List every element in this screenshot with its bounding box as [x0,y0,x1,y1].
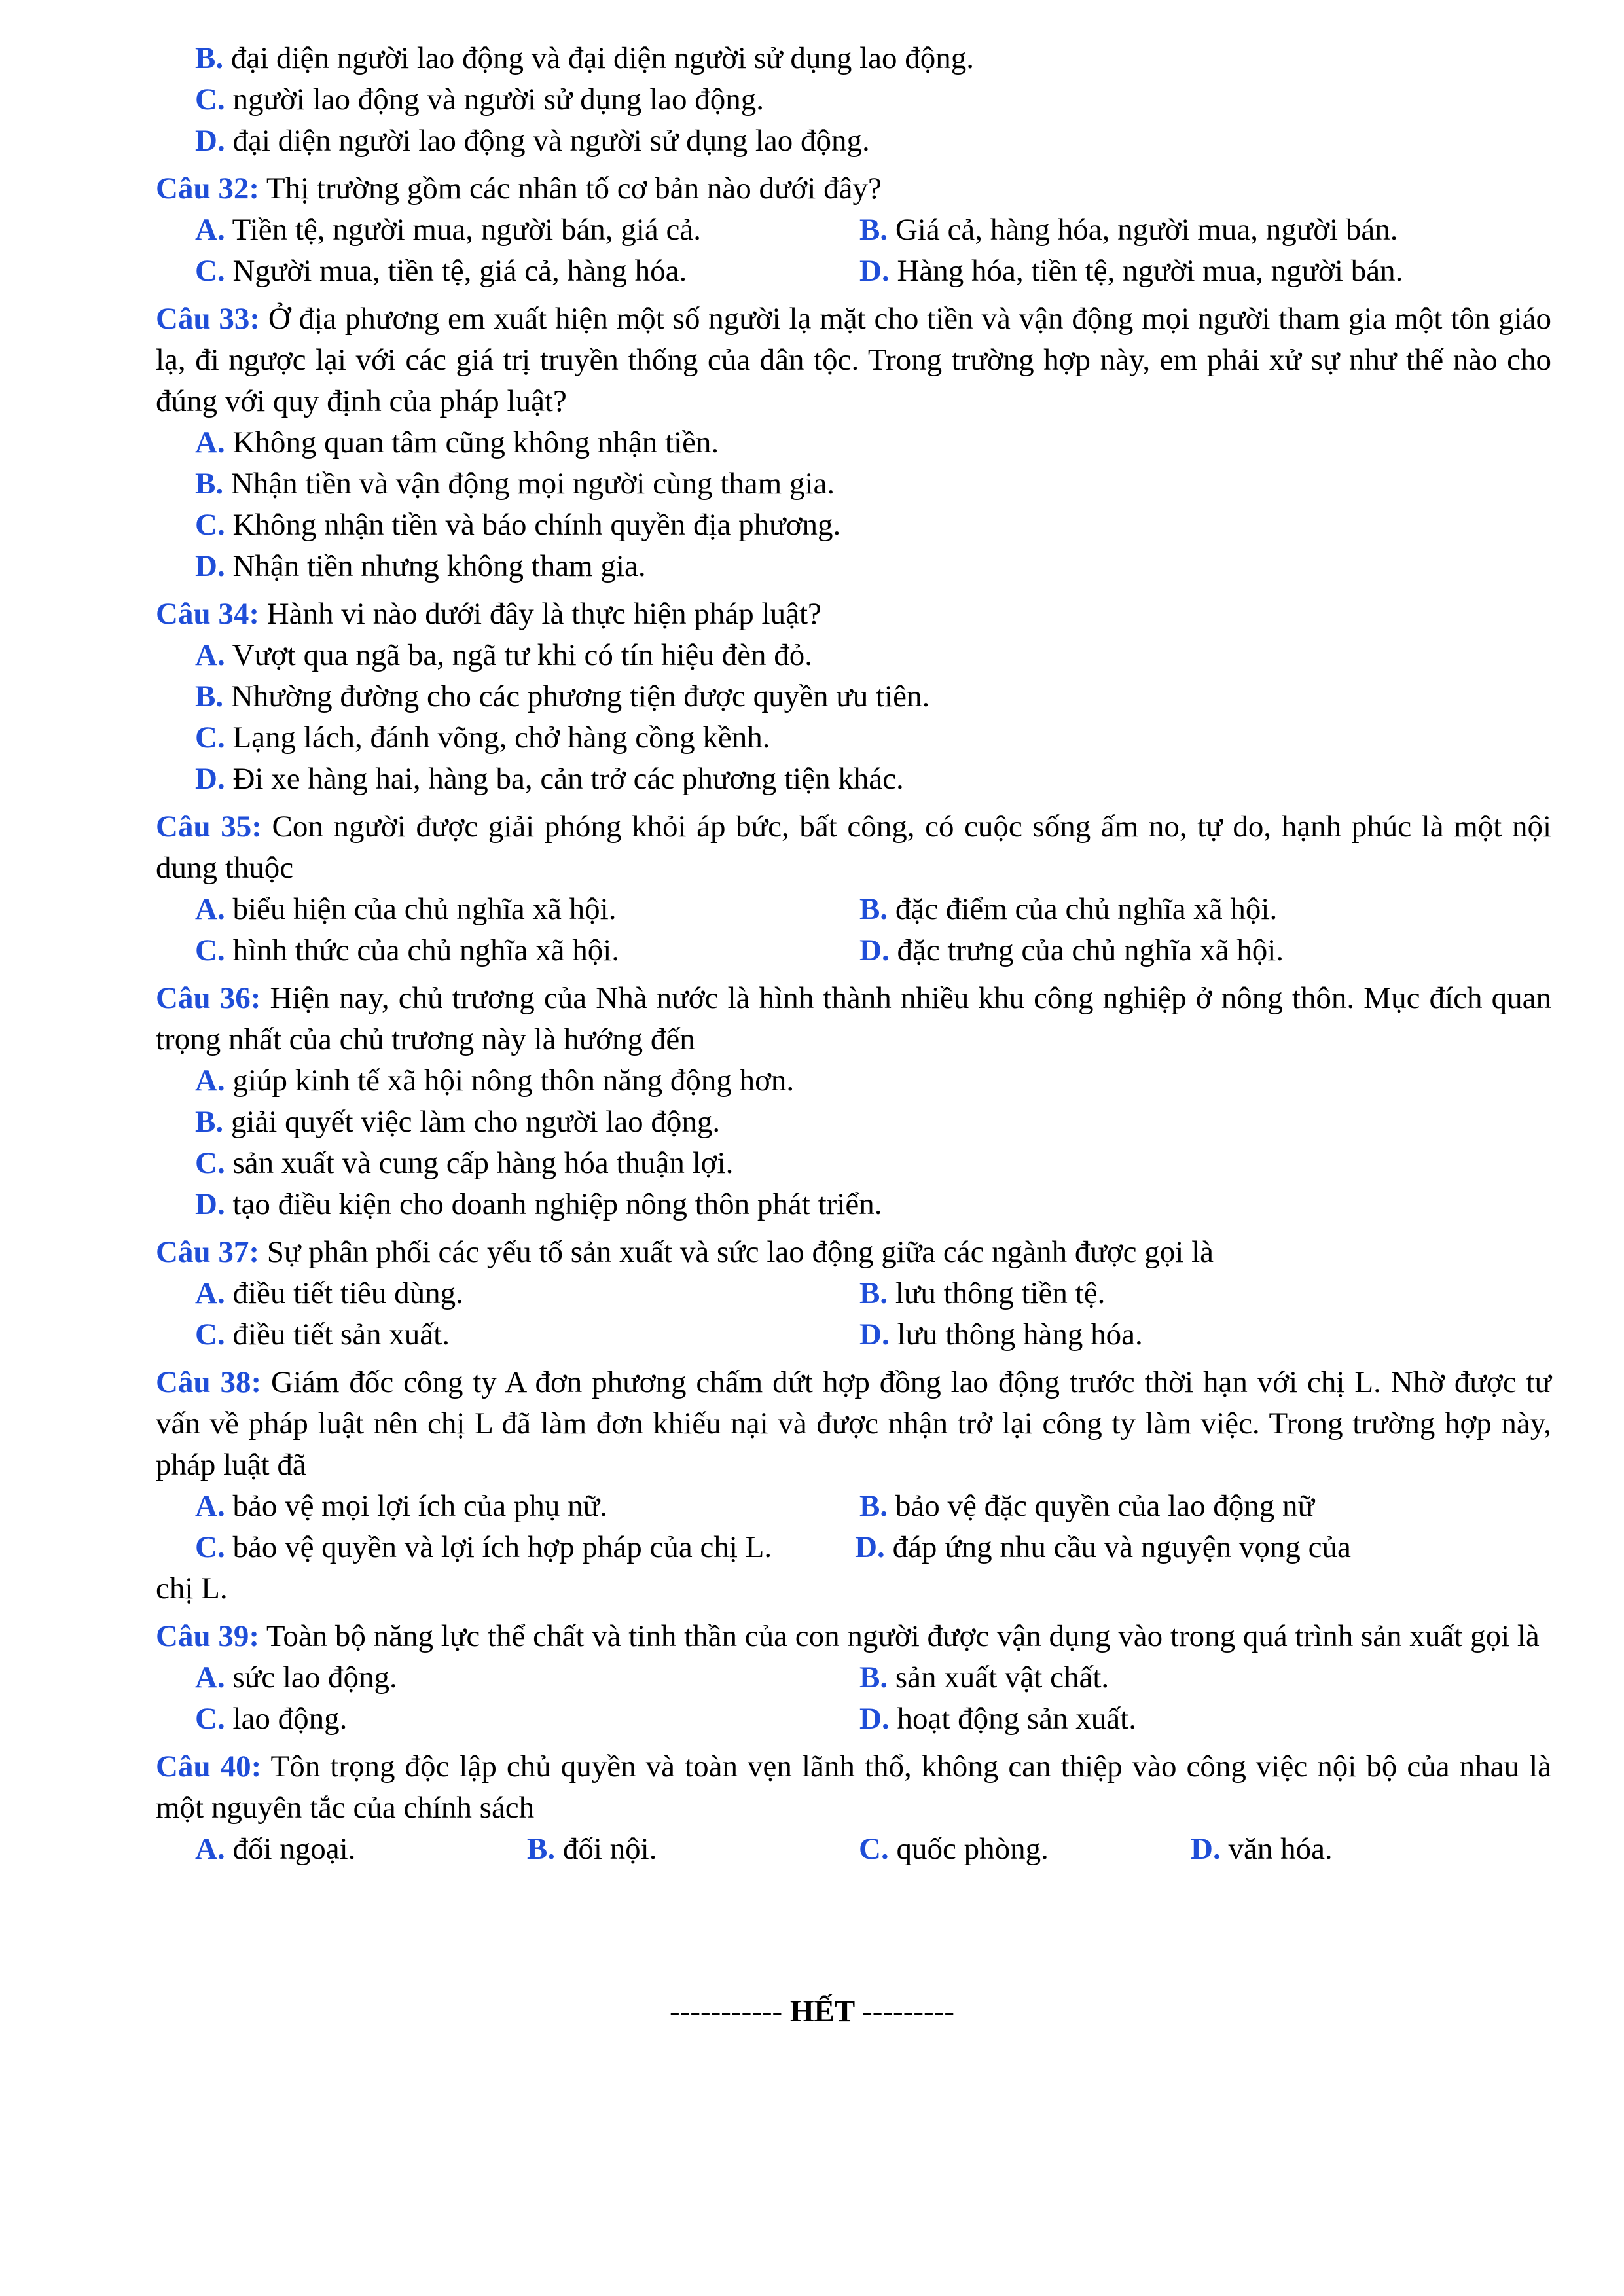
question-34 [156,594,1551,635]
option-letter: A. [195,213,225,247]
option-letter: C. [195,254,225,288]
option-a [195,1273,859,1314]
option-letter: A. [195,425,225,459]
options-38 [156,1486,1551,1527]
options-40 [156,1829,1551,1870]
question-36 [156,978,1551,1060]
question-text: Tôn trọng độc lập chủ quyền và toàn vẹn lãnh thổ, không can thiệp vào công việc nội bộ của nhau là một nguyên tắc của chính sách [156,1749,1551,1825]
option-b [156,463,1551,505]
option-text: văn hóa. [1228,1832,1333,1866]
option-b [156,676,1551,717]
option-letter: B. [859,1489,888,1523]
option-d [859,1698,1551,1740]
option-letter: D. [855,1530,885,1564]
option-letter: B. [195,41,224,75]
option-text: Giá cả, hàng hóa, người mua, người bán. [895,213,1398,247]
option-text: lao động. [232,1702,348,1736]
option-c [156,79,1551,120]
question-label: Câu 35: [156,810,262,844]
option-letter: A. [195,638,225,672]
option-b [859,209,1551,251]
option-letter: D. [195,762,225,796]
option-d-continued: chị L. [156,1571,228,1605]
option-d [859,1314,1551,1355]
option-letter: B. [195,467,224,501]
option-text: Vượt qua ngã ba, ngã tư khi có tín hiệu đèn đỏ. [232,638,812,672]
exam-page [156,38,1551,1870]
options-32 [156,209,1551,292]
option-text: lưu thông tiền tệ. [895,1276,1106,1310]
question-label: Câu 38: [156,1365,262,1399]
option-letter: B. [859,1660,888,1695]
option-letter: D. [859,933,890,967]
option-letter: A. [195,1832,225,1866]
option-letter: B. [527,1832,556,1866]
end-marker: ----------- HẾT --------- [670,1994,954,2028]
question-37 [156,1232,1551,1273]
option-b [859,889,1551,930]
option-text: sản xuất vật chất. [895,1660,1110,1695]
option-text: đặc điểm của chủ nghĩa xã hội. [895,892,1278,926]
question-33 [156,298,1551,422]
question-35 [156,806,1551,889]
option-letter: C. [195,508,225,542]
options-39 [156,1657,1551,1740]
question-39 [156,1616,1551,1657]
option-a [195,1829,527,1870]
option-letter: B. [195,1105,224,1139]
option-a [156,1060,1551,1102]
option-text: hoạt động sản xuất. [897,1702,1136,1736]
question-label: Câu 37: [156,1235,259,1269]
option-a [195,209,859,251]
option-letter: A. [195,892,225,926]
option-letter: D. [195,124,225,158]
option-b [156,1102,1551,1143]
option-c [195,1698,859,1740]
option-text: sức lao động. [232,1660,397,1695]
question-text: Sự phân phối các yếu tố sản xuất và sức lao động giữa các ngành được gọi là [266,1235,1214,1269]
question-32 [156,168,1551,209]
option-a [195,1657,859,1698]
option-letter: C. [195,1530,225,1564]
option-text: Nhường đường cho các phương tiện được quyền ưu tiên. [230,679,930,713]
option-letter: C. [195,1702,225,1736]
option-text: Nhận tiền và vận động mọi người cùng tham gia. [230,467,835,501]
option-c [859,1829,1191,1870]
question-label: Câu 40: [156,1749,262,1784]
option-text: giúp kinh tế xã hội nông thôn năng động hơn. [232,1064,795,1098]
option-b [156,38,1551,79]
option-text: Lạng lách, đánh võng, chở hàng cồng kềnh. [232,721,770,755]
option-text: đặc trưng của chủ nghĩa xã hội. [897,933,1284,967]
option-letter: C. [195,1318,225,1352]
option-b [859,1486,1551,1527]
option-letter: B. [859,892,888,926]
option-text: đối nội. [562,1832,657,1866]
option-text: lưu thông hàng hóa. [897,1318,1143,1352]
question-label: Câu 34: [156,597,259,631]
option-d [855,1530,1351,1564]
option-b [859,1657,1551,1698]
option-text: đối ngoại. [232,1832,356,1866]
option-letter: D. [1191,1832,1221,1866]
option-a [156,422,1551,463]
option-c [156,717,1551,759]
option-d [156,759,1551,800]
options-37 [156,1273,1551,1355]
option-text: người lao động và người sử dụng lao động. [232,82,764,117]
option-d [859,251,1551,292]
option-text: sản xuất và cung cấp hàng hóa thuận lợi. [232,1146,734,1180]
question-text: Thị trường gồm các nhân tố cơ bản nào dưới đây? [266,171,882,206]
option-a [195,889,859,930]
option-text: Hàng hóa, tiền tệ, người mua, người bán. [897,254,1403,288]
option-c [156,1143,1551,1184]
option-d [1191,1829,1551,1870]
options-38-cd [156,1527,1551,1568]
option-c [195,1314,859,1355]
option-letter: D. [859,1318,890,1352]
option-d [156,120,1551,162]
question-text: Ở địa phương em xuất hiện một số người lạ mặt cho tiền và vận động mọi người tham gia một tôn giáo lạ, đi ngược lại với các giá trị truyền thống của dân tộc. Trong trường hợp này, em phải xử sự như thế nào cho đúng với quy định của pháp luật? [156,302,1552,418]
option-letter: C. [195,721,225,755]
option-b [527,1829,859,1870]
option-b [859,1273,1551,1314]
question-label: Câu 32: [156,171,259,206]
option-text: bảo vệ mọi lợi ích của phụ nữ. [232,1489,607,1523]
option-d [156,1184,1551,1225]
question-label: Câu 33: [156,302,261,336]
option-text: Không nhận tiền và báo chính quyền địa phương. [232,508,841,542]
options-35 [156,889,1551,971]
option-text: Đi xe hàng hai, hàng ba, cản trở các phương tiện khác. [232,762,904,796]
option-letter: A. [195,1064,225,1098]
option-a [195,1486,859,1527]
question-text: Hiện nay, chủ trương của Nhà nước là hình thành nhiều khu công nghiệp ở nông thôn. Mục đích quan trọng nhất của chủ trương này là hướng đến [156,981,1552,1056]
question-40 [156,1746,1551,1829]
option-a [156,635,1551,676]
option-text: bảo vệ đặc quyền của lao động nữ [895,1489,1315,1523]
option-letter: D. [195,549,225,583]
option-letter: A. [195,1276,225,1310]
option-text: bảo vệ quyền và lợi ích hợp pháp của chị L. [232,1530,772,1564]
option-text: giải quyết việc làm cho người lao động. [230,1105,721,1139]
option-c [195,930,859,971]
option-text: điều tiết tiêu dùng. [232,1276,463,1310]
option-c [156,505,1551,546]
question-38 [156,1362,1551,1486]
question-text: Toàn bộ năng lực thể chất và tinh thần của con người được vận dụng vào trong quá trình sản xuất gọi là [266,1619,1540,1653]
question-text: Hành vi nào dưới đây là thực hiện pháp luật? [266,597,821,631]
option-letter: C. [195,1146,225,1180]
option-text: đại diện người lao động và người sử dụng lao động. [232,124,870,158]
option-text: hình thức của chủ nghĩa xã hội. [232,933,620,967]
option-text: Nhận tiền nhưng không tham gia. [232,549,646,583]
option-text: quốc phòng. [896,1832,1049,1866]
option-letter: C. [859,1832,889,1866]
option-letter: C. [195,82,225,117]
option-text: đáp ứng nhu cầu và nguyện vọng của [892,1530,1351,1564]
option-text: điều tiết sản xuất. [232,1318,450,1352]
question-label: Câu 39: [156,1619,259,1653]
option-text: Tiền tệ, người mua, người bán, giá cả. [232,213,701,247]
option-letter: D. [195,1187,225,1221]
option-d [156,546,1551,587]
option-text: Người mua, tiền tệ, giá cả, hàng hóa. [232,254,687,288]
question-text: Con người được giải phóng khỏi áp bức, bất công, có cuộc sống ấm no, tự do, hạnh phúc là một nội dung thuộc [156,810,1552,885]
option-letter: A. [195,1660,225,1695]
option-c [195,1530,772,1564]
option-letter: B. [195,679,224,713]
option-letter: D. [859,254,890,288]
option-text: đại diện người lao động và đại diện người sử dụng lao động. [230,41,975,75]
question-label: Câu 36: [156,981,261,1015]
option-text: tạo điều kiện cho doanh nghiệp nông thôn phát triển. [232,1187,882,1221]
question-text: Giám đốc công ty A đơn phương chấm dứt hợp đồng lao động trước thời hạn với chị L. Nhờ được tư vấn về pháp luật nên chị L đã làm đơn khiếu nại và được nhận trở lại công ty làm việc. Trong trường hợp này, pháp luật đã [156,1365,1552,1482]
option-letter: D. [859,1702,890,1736]
option-letter: B. [859,213,888,247]
option-letter: C. [195,933,225,967]
option-letter: A. [195,1489,225,1523]
option-text: Không quan tâm cũng không nhận tiền. [232,425,719,459]
option-text: biểu hiện của chủ nghĩa xã hội. [232,892,617,926]
option-c [195,251,859,292]
option-letter: B. [859,1276,888,1310]
option-d [859,930,1551,971]
